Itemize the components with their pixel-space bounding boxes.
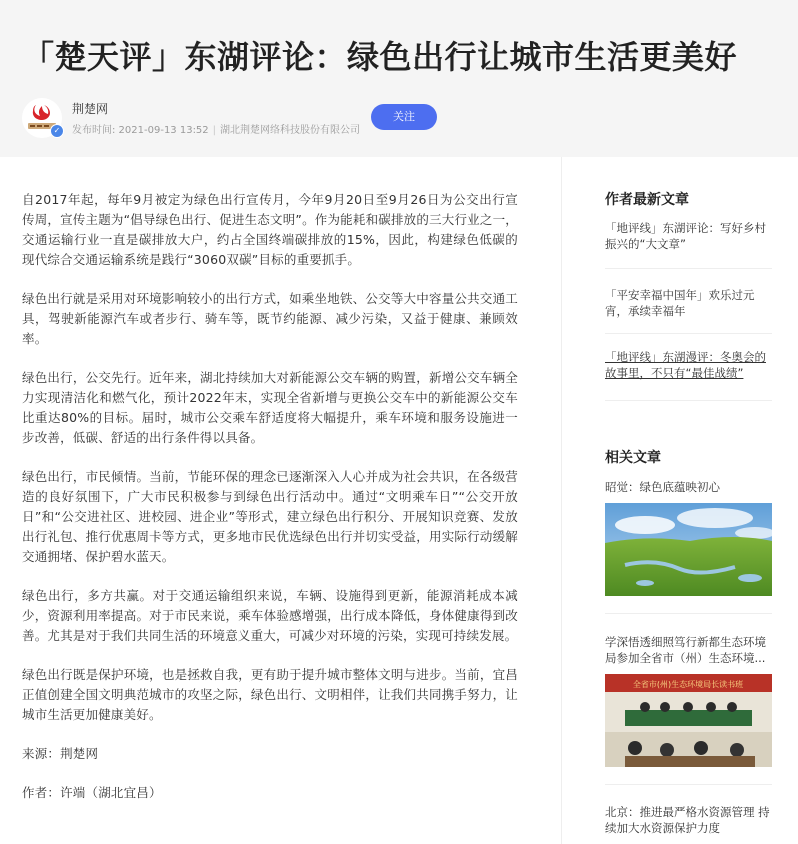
related-article-link[interactable]: 学深悟透细照笃行新都生态环境局参加全省市（州）生态环境... xyxy=(605,635,766,665)
follow-button[interactable]: 关注 xyxy=(371,104,437,130)
article-paragraph: 自2017年起，每年9月被定为绿色出行宣传月，今年9月20日至9月26日为公交出行宣传周，宣传主题为“倡导绿色出行、促进生态文明”。作为能耗和碳排放的三大行业之一，交通运输行业一直是碳排放大户，约占全国终端碳排放的15%，因此，构建绿色低碳的现代综合交通运输系统是践行“3060双碳”目标的重要抓手。 xyxy=(22,192,518,267)
publish-time: 发布时间: 2021-09-13 13:52 xyxy=(72,125,209,136)
article-paragraph: 绿色出行，市民倾情。当前，节能环保的理念已逐渐深入人心并成为社会共识，在各级营造的良好氛围下，广大市民积极参与到绿色出行活动中。通过“文明乘车日”“公交开放日”和“公交进社区、进校园、进企业”等形式，建立绿色出行积分、开展知识竞赛、发放出行礼包、推行优惠周卡等方式，更多地市民优选绿色出行并切实受益，用实际行动缓解交通拥堵、保护碧水蓝天。 xyxy=(22,469,518,564)
related-articles-heading: 相关文章 xyxy=(605,450,661,466)
publisher-name: 湖北荆楚网络科技股份有限公司 xyxy=(220,125,361,136)
article-paragraph: 绿色出行就是采用对环境影响较小的出行方式，如乘坐地铁、公交等大中容量公共交通工具，驾驶新能源汽车或者步行、骑车等，既节约能源、减少污染，又益于健康、兼顾效率。 xyxy=(22,291,518,346)
sidebar xyxy=(561,157,798,844)
latest-article-link[interactable]: 「平安幸福中国年」欢乐过元宵，承续幸福年 xyxy=(605,288,755,318)
divider xyxy=(605,268,772,269)
divider xyxy=(605,400,772,401)
divider xyxy=(605,784,772,785)
article-meta xyxy=(72,121,360,136)
divider xyxy=(605,613,772,614)
article-author: 作者：许端（湖北宜昌） xyxy=(22,785,162,800)
related-article-thumbnail-meeting[interactable] xyxy=(605,674,772,767)
divider xyxy=(605,333,772,334)
latest-article-link[interactable]: 「地评线」东湖评论：写好乡村振兴的“大文章” xyxy=(605,221,766,251)
meeting-banner-text: 全省市(州)生态环境局长读书班 xyxy=(632,680,744,689)
related-article-link[interactable]: 昭觉：绿色底蕴映初心 xyxy=(605,480,720,494)
related-article-thumbnail-grassland[interactable] xyxy=(605,503,772,596)
verified-check-icon: ✓ xyxy=(50,124,64,138)
article-source: 来源：荆楚网 xyxy=(22,746,99,761)
article-header xyxy=(0,0,798,157)
article-paragraph: 绿色出行，多方共赢。对于交通运输组织来说，车辆、设施得到更新，能源消耗成本减少，资源利用率提高。对于市民来说，乘车体验感增强，出行成本降低，身体健康得到改善。尤其是对于我们共同生活的环境意义重大，可减少对环境的污染，实现可持续发展。 xyxy=(22,588,518,643)
article-body xyxy=(22,190,518,822)
grassland-image xyxy=(605,503,772,596)
meeting-image xyxy=(605,674,772,767)
meta-divider: | xyxy=(212,125,217,136)
article-paragraph: 绿色出行，公交先行。近年来，湖北持续加大对新能源公交车辆的购置，新增公交车辆全力实现清洁化和燃气化，预计2022年末，实现全省新增与更换公交车中的新能源公交车比重达80%的目标。届时，城市公交乘车舒适度将大幅提升，乘车环境和服务设施进一步改善，低碳、舒适的出行条件得以具备。 xyxy=(22,370,518,445)
page-title: 「楚天评」东湖评论：绿色出行让城市生活更美好 xyxy=(22,38,738,76)
article-paragraph: 绿色出行既是保护环境，也是拯救自我，更有助于提升城市整体文明与进步。当前，宜昌正值创建全国文明典范城市的攻坚之际，绿色出行、文明相伴，让我们共同携手努力，让城市生活更加健康美好。 xyxy=(22,667,518,722)
related-article-link[interactable]: 北京：推进最严格水资源管理 持续加大水资源保护力度 xyxy=(605,805,770,835)
source-name[interactable]: 荆楚网 xyxy=(72,102,109,116)
latest-articles-heading: 作者最新文章 xyxy=(605,192,689,208)
latest-article-link[interactable]: 「地评线」东湖漫评：冬奥会的故事里，不只有“最佳战绩” xyxy=(605,350,766,380)
